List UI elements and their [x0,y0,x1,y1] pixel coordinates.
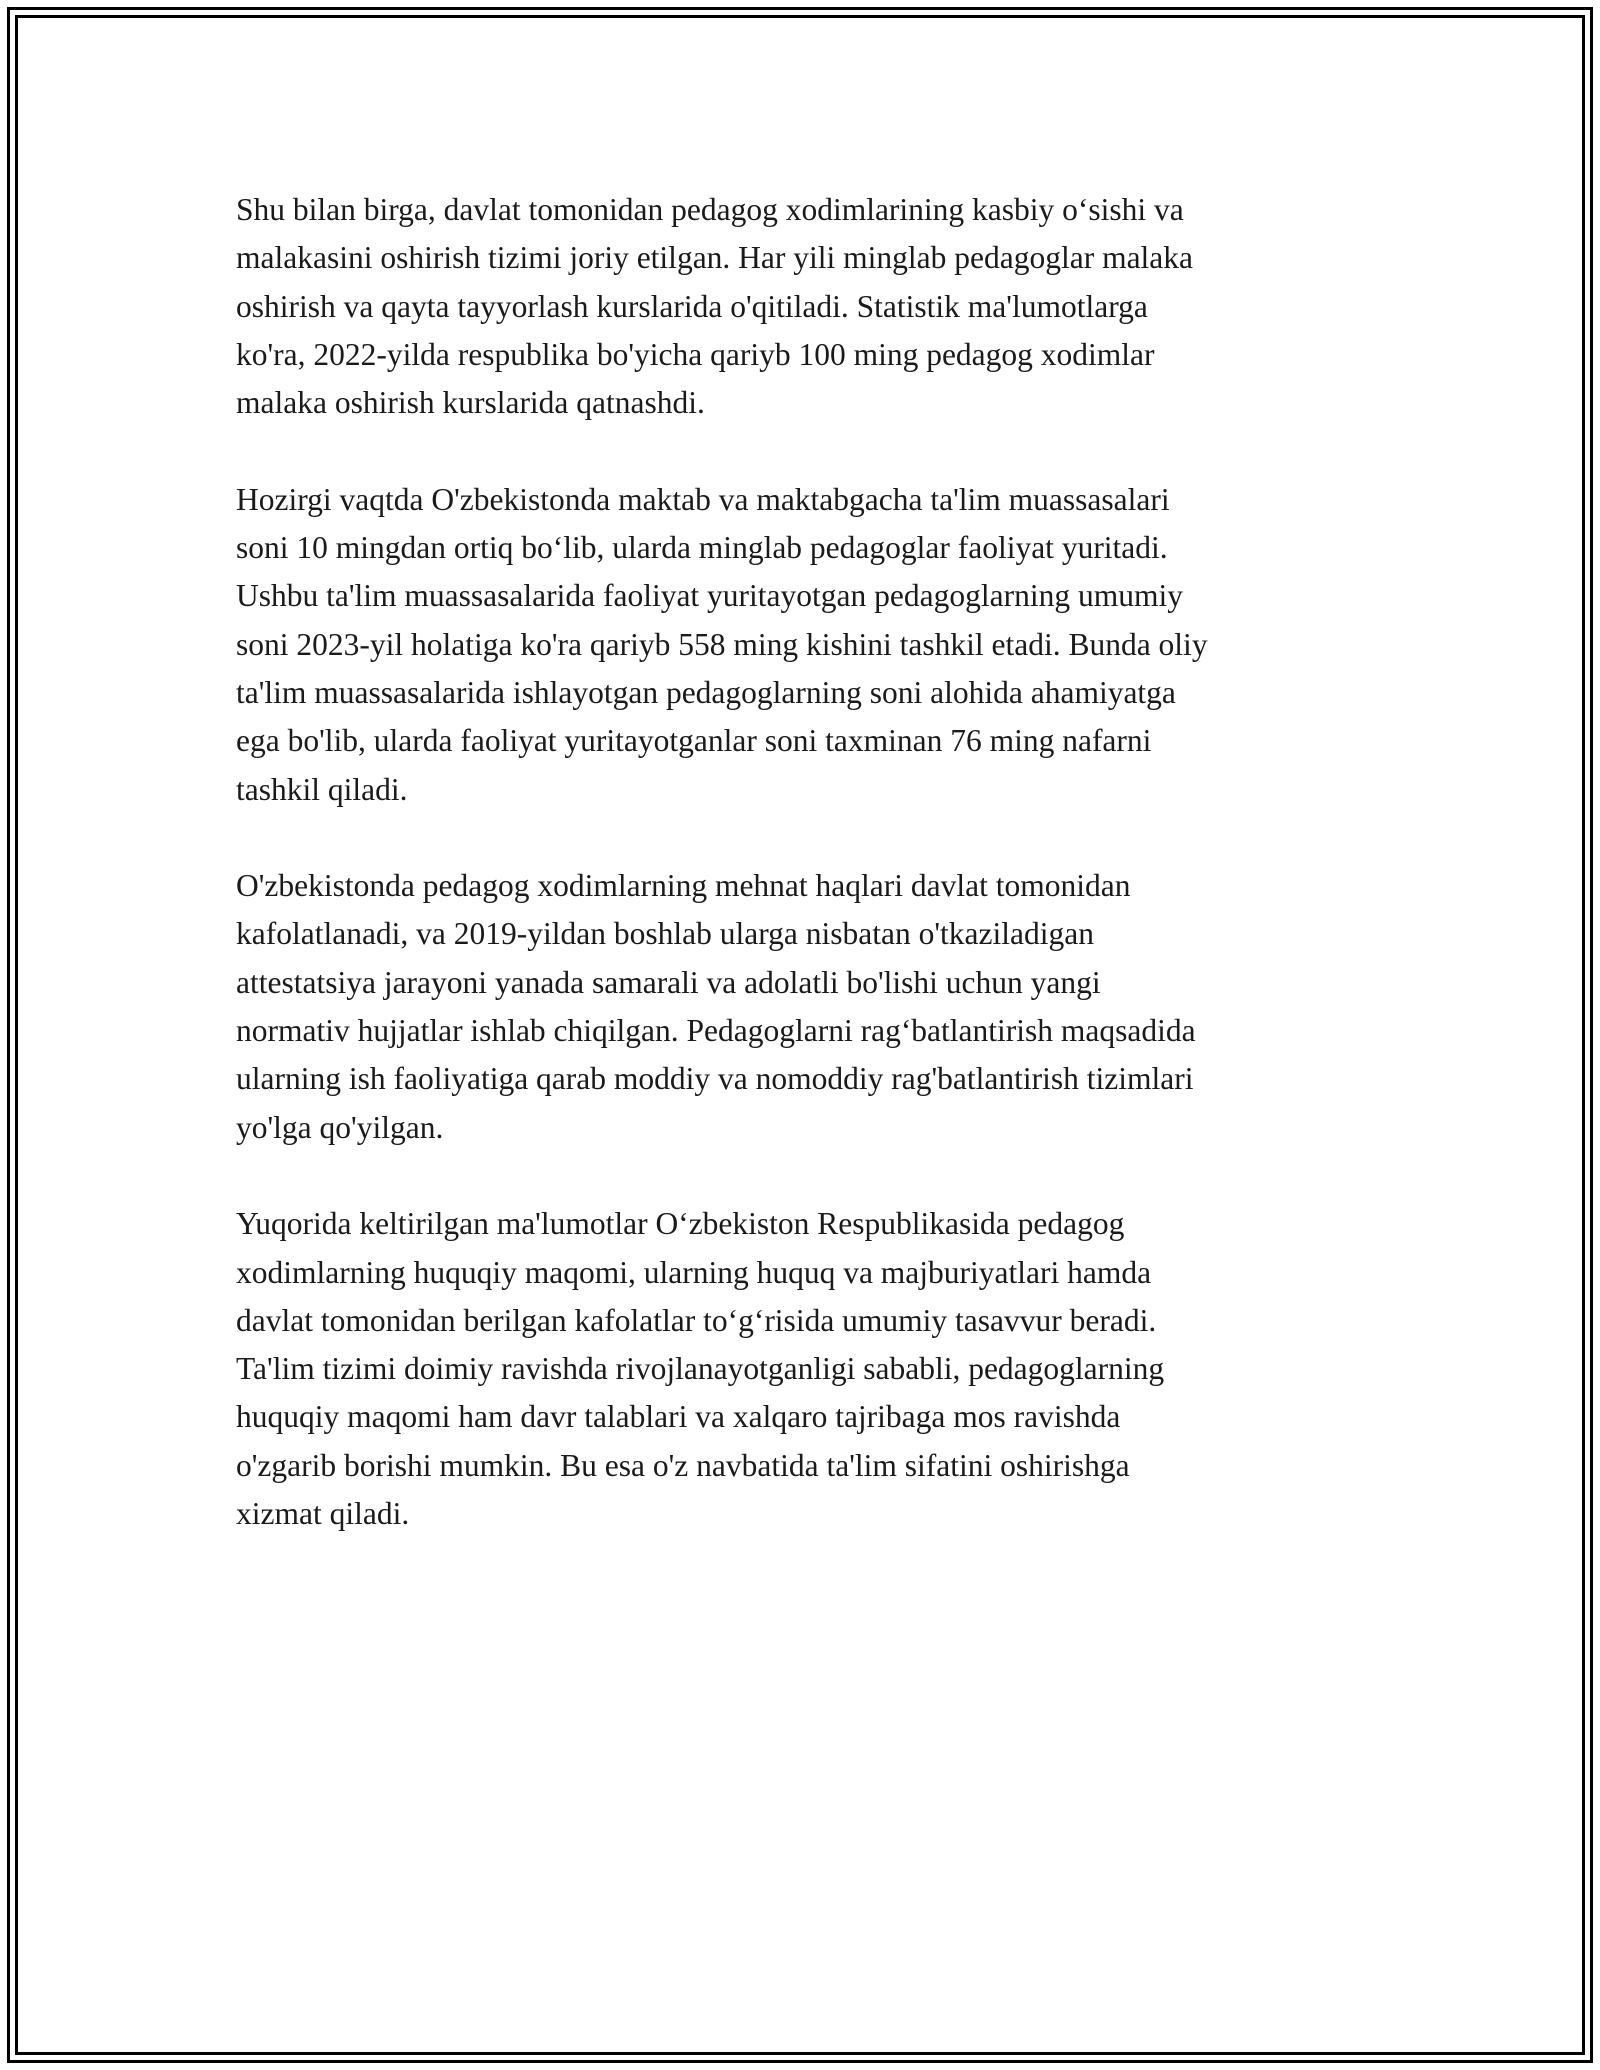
text-line: attestatsiya jarayoni yanada samarali va adolatli bo'lishi uchun yangi [236,964,1101,1000]
text-line: Ta'lim tizimi doimiy ravishda rivojlanayotganligi sababli, pedagoglarning [236,1351,1165,1387]
text-line: kafolatlanadi, va 2019-yildan boshlab ularga nisbatan o'tkaziladigan [236,916,1094,952]
text-line: Hozirgi vaqtda O'zbekistonda maktab va maktabgacha ta'lim muassasalari [236,481,1170,517]
text-line: ta'lim muassasalarida ishlayotgan pedagoglarning soni alohida ahamiyatga [236,674,1176,710]
paragraph-4 [236,1200,1376,1538]
text-line: Ushbu ta'lim muassasalarida faoliyat yuritayotgan pedagoglarning umumiy [236,578,1183,614]
text-line: davlat tomonidan berilgan kafolatlar to‘g‘risida umumiy tasavvur beradi. [236,1302,1157,1338]
paragraph-3 [236,862,1376,1152]
text-line: malaka oshirish kurslarida qatnashdi. [236,385,705,421]
text-line: soni 2023-yil holatiga ko'ra qariyb 558 ming kishini tashkil etadi. Bunda oliy [236,626,1208,662]
paragraph-2 [236,476,1376,814]
text-line: xodimlarning huquqiy maqomi, ularning huquq va majburiyatlari hamda [236,1254,1152,1290]
text-line: xizmat qiladi. [236,1496,410,1532]
text-line: normativ hujjatlar ishlab chiqilgan. Pedagoglarni rag‘batlantirish maqsadida [236,1013,1196,1049]
text-line: huquqiy maqomi ham davr talablari va xalqaro tajribaga mos ravishda [236,1399,1121,1435]
text-line: ega bo'lib, ularda faoliyat yuritayotganlar soni taxminan 76 ming nafarni [236,723,1152,759]
text-line: soni 10 mingdan ortiq bo‘lib, ularda minglab pedagoglar faoliyat yuritadi. [236,530,1168,566]
paragraph-1 [236,186,1376,427]
text-line: Shu bilan birga, davlat tomonidan pedagog xodimlarining kasbiy o‘sishi va [236,192,1184,227]
text-line: Yuqorida keltirilgan ma'lumotlar O‘zbekiston Respublikasida pedagog [236,1206,1125,1242]
text-line: oshirish va qayta tayyorlash kurslarida o'qitiladi. Statistik ma'lumotlarga [236,288,1148,324]
text-line: ularning ish faoliyatiga qarab moddiy va nomoddiy rag'batlantirish tizimlari [236,1061,1194,1097]
text-line: tashkil qiladi. [236,771,408,807]
text-line: yo'lga qo'yilgan. [236,1109,444,1145]
document-body [236,186,1376,1587]
text-line: ko'ra, 2022-yilda respublika bo'yicha qariyb 100 ming pedagog xodimlar [236,336,1155,372]
text-line: O'zbekistonda pedagog xodimlarning mehnat haqlari davlat tomonidan [236,868,1131,904]
text-line: malakasini oshirish tizimi joriy etilgan. Har yili minglab pedagoglar malaka [236,240,1194,276]
text-line: o'zgarib borishi mumkin. Bu esa o'z navbatida ta'lim sifatini oshirishga [236,1447,1130,1483]
